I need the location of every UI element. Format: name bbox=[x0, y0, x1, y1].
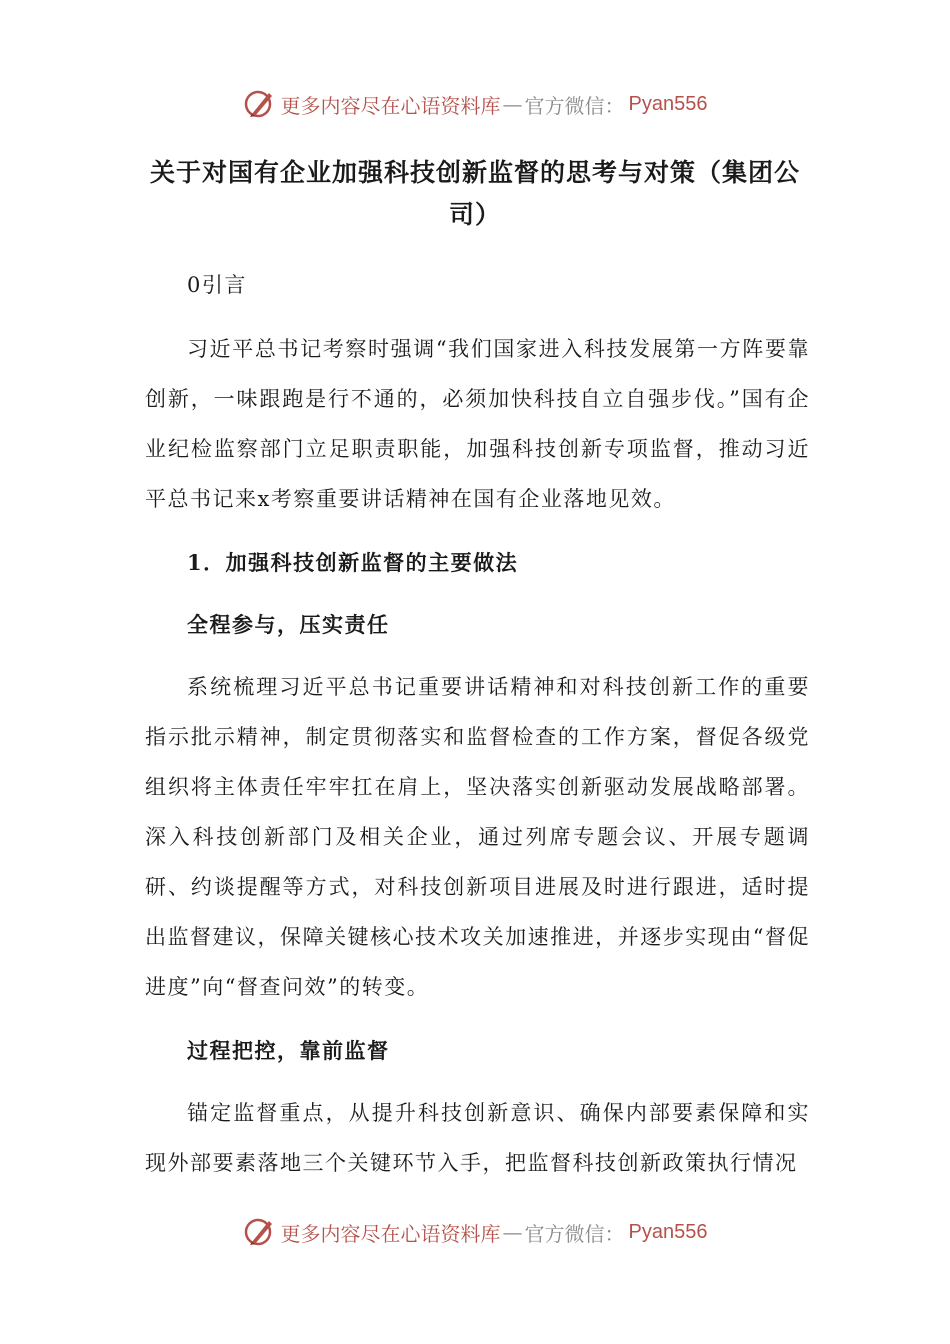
watermark-text: 更多内容尽在心语资料库 bbox=[280, 1221, 501, 1246]
document-body bbox=[145, 260, 810, 1202]
subsection-heading: 过程把控，靠前监督 bbox=[187, 1038, 390, 1063]
wechat-id: Pyan556 bbox=[628, 92, 708, 115]
body-paragraph: 系统梳理习近平总书记重要讲话精神和对科技创新工作的重要指示批示精神，制定贯彻落实和监督检查的工作方案，督促各级党组织将主体责任牢牢扛在肩上，坚决落实创新驱动发展战略部署。深入科技创新部门及相关企业，通过列席专题会议、开展专题调研、约谈提醒等方式，对科技创新项目进展及时进行跟进，适时提出监督建议，保障关键核心技术攻关加速推进，并逐步实现由“督促进度”向“督查问效”的转变。 bbox=[145, 675, 810, 999]
watermark-text: 更多内容尽在心语资料库 bbox=[280, 93, 501, 118]
wechat-label: 官方微信： bbox=[524, 93, 625, 118]
watermark-separator: — bbox=[502, 1220, 523, 1244]
watermark-banner-bottom bbox=[0, 1212, 950, 1252]
section-intro-heading: 0引言 bbox=[187, 273, 247, 297]
pen-logo-icon bbox=[243, 87, 277, 121]
body-paragraph: 锚定监督重点，从提升科技创新意识、确保内部要素保障和实现外部要素落地三个关键环节入手，把监督科技创新政策执行情况 bbox=[145, 1101, 810, 1175]
watermark-banner-top bbox=[0, 84, 950, 124]
subsection-heading: 全程参与，压实责任 bbox=[187, 612, 390, 637]
body-paragraph: 习近平总书记考察时强调“我们国家进入科技发展第一方阵要靠创新，一味跟跑是行不通的，必须加快科技自立自强步伐。”国有企业纪检监察部门立足职责职能，加强科技创新专项监督，推动习近平总书记来x考察重要讲话精神在国有企业落地见效。 bbox=[145, 337, 810, 511]
pen-logo-icon bbox=[243, 1215, 277, 1249]
section-heading: 1．加强科技创新监督的主要做法 bbox=[187, 550, 519, 575]
wechat-id: Pyan556 bbox=[628, 1220, 708, 1243]
watermark-separator: — bbox=[502, 92, 523, 116]
wechat-label: 官方微信： bbox=[524, 1221, 625, 1246]
document-title: 关于对国有企业加强科技创新监督的思考与对策（集团公司） bbox=[149, 158, 800, 229]
